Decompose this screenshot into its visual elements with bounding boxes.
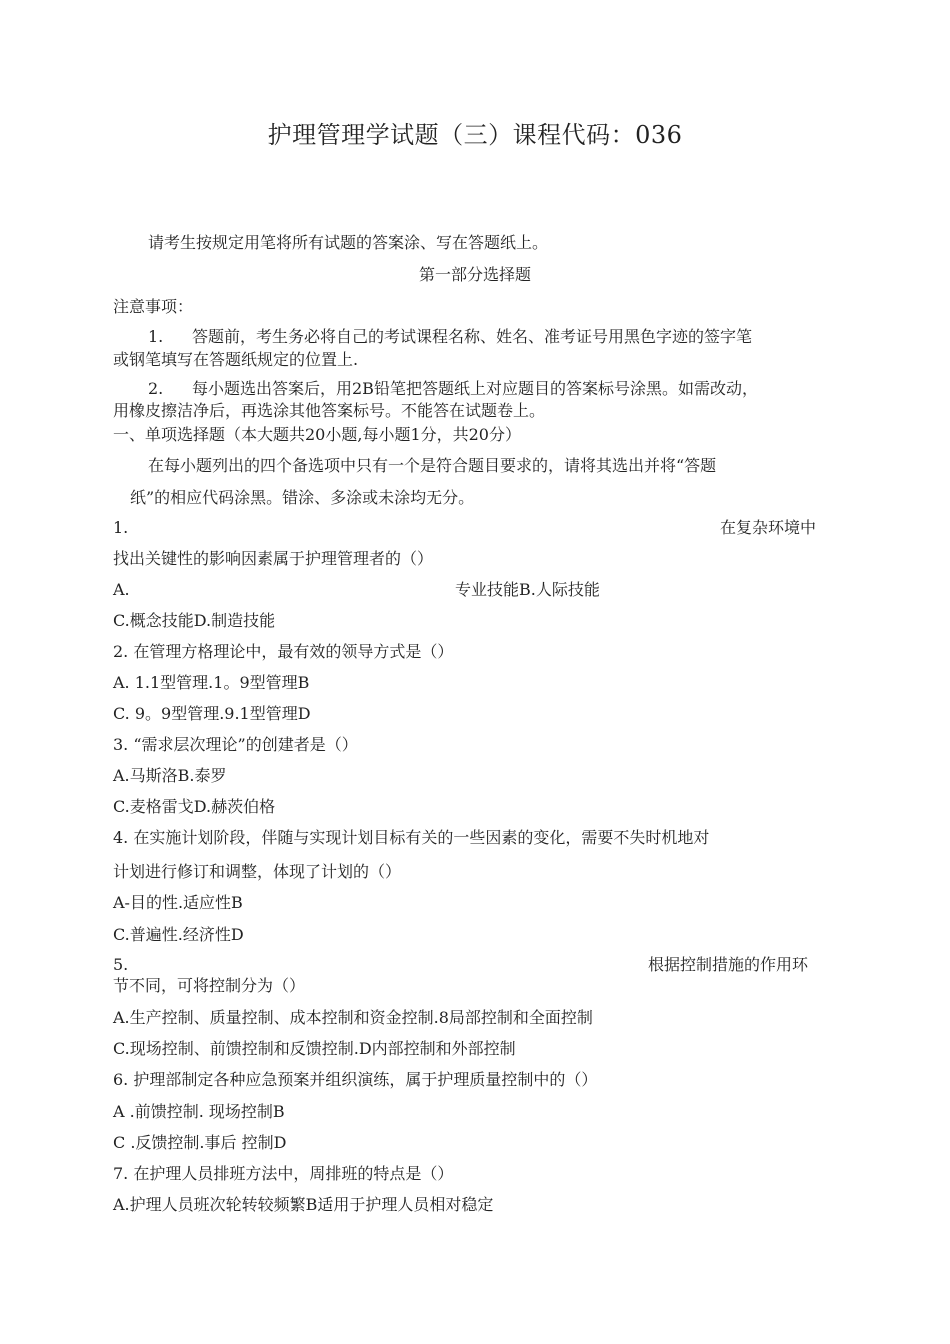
notes-label: 注意事项： <box>113 297 194 316</box>
q4-text-cont: 计划进行修订和调整，体现了计划的（） <box>113 862 402 881</box>
note-2-line-1 <box>148 379 758 399</box>
q3-options-cd: C.麦格雷戈D.赫茨伯格 <box>113 797 276 816</box>
note-1-line-1 <box>148 327 752 347</box>
q7-options-ab: A.护理人员班次轮转较频繁B适用于护理人员相对稳定 <box>113 1195 494 1214</box>
q4-options-cd: C.普遍性.经济性D <box>113 925 244 944</box>
q5-number: 5. <box>113 955 129 974</box>
q2-text: 2. 在管理方格理论中，最有效的领导方式是（） <box>113 642 454 661</box>
q6-options-cd: C .反馈控制.事后 控制D <box>113 1133 287 1152</box>
q5-text-start: 根据控制措施的作用环 <box>648 955 809 974</box>
section-desc-line-1: 在每小题列出的四个备选项中只有一个是符合题目要求的，请将其选出并将“答题 <box>148 456 717 475</box>
q6-text: 6. 护理部制定各种应急预案并组织演练，属于护理质量控制中的（） <box>113 1070 598 1089</box>
note-2-text: 每小题选出答案后，用2B铅笔把答题纸上对应题目的答案标号涂黑。如需改动， <box>192 379 758 398</box>
part-heading: 第一部分选择题 <box>418 265 531 284</box>
q4-options-ab: A-目的性.适应性B <box>113 893 243 912</box>
section-heading: 一、单项选择题（本大题共20小题,每小题1分，共20分） <box>113 425 521 444</box>
q1-options-ab: 专业技能B.人际技能 <box>455 580 600 599</box>
q3-text: 3. “需求层次理论”的创建者是（） <box>113 735 358 754</box>
q4-text: 4. 在实施计划阶段，伴随与实现计划目标有关的一些因素的变化，需要不失时机地对 <box>113 828 710 847</box>
page-title: 护理管理学试题（三）课程代码：036 <box>267 121 683 149</box>
q5-options-cd: C.现场控制、前馈控制和反馈控制.D内部控制和外部控制 <box>113 1039 516 1058</box>
q1-text-cont: 找出关键性的影响因素属于护理管理者的（） <box>113 549 434 568</box>
q7-text: 7. 在护理人员排班方法中，周排班的特点是（） <box>113 1164 454 1183</box>
section-desc-line-2: 纸”的相应代码涂黑。错涂、多涂或未涂均无分。 <box>130 488 475 507</box>
q1-number: 1. <box>113 518 129 537</box>
q1-option-a-label: A. <box>113 580 130 599</box>
answer-instruction: 请考生按规定用笔将所有试题的答案涂、写在答题纸上。 <box>148 233 549 252</box>
note-2-line-2: 用橡皮擦洁净后，再选涂其他答案标号。不能答在试题卷上。 <box>113 401 546 420</box>
q6-options-ab: A .前馈控制. 现场控制B <box>113 1102 285 1121</box>
note-2-number: 2. <box>148 379 164 398</box>
q1-text-start: 在复杂环境中 <box>720 518 817 537</box>
q2-options-ab: A. 1.1型管理.1。9型管理B <box>113 673 310 692</box>
q5-options-ab: A.生产控制、质量控制、成本控制和资金控制.8局部控制和全面控制 <box>113 1008 593 1027</box>
q1-options-cd: C.概念技能D.制造技能 <box>113 611 276 630</box>
q3-options-ab: A.马斯洛B.泰罗 <box>113 766 227 785</box>
note-1-text: 答题前，考生务必将自己的考试课程名称、姓名、准考证号用黑色字迹的签字笔 <box>192 327 753 346</box>
note-1-number: 1. <box>148 327 164 346</box>
q2-options-cd: C. 9。9型管理.9.1型管理D <box>113 704 311 723</box>
note-1-line-2: 或钢笔填写在答题纸规定的位置上. <box>113 350 359 369</box>
q5-text-cont: 节不同，可将控制分为（） <box>113 976 306 995</box>
